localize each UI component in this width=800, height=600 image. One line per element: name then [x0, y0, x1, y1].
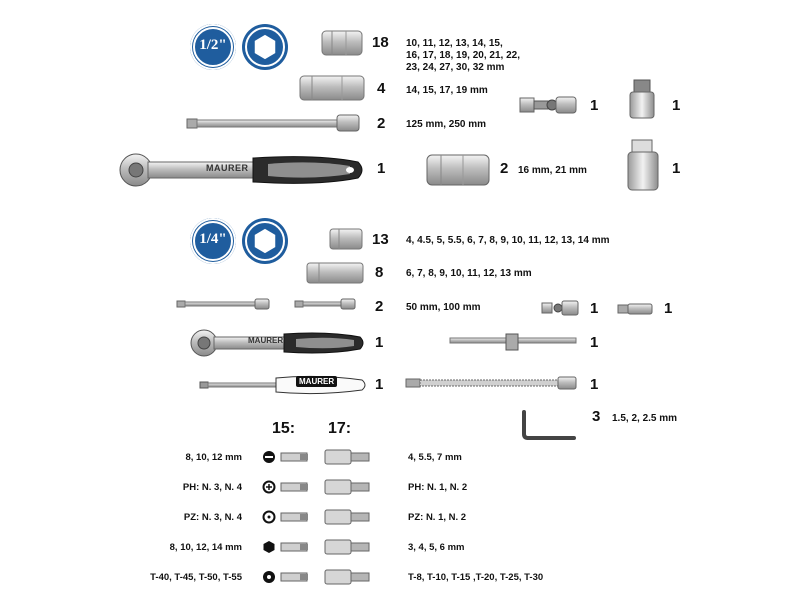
- qty-bit-driver: 1: [375, 376, 384, 393]
- bit-icon: [280, 480, 310, 494]
- hex-socket-icon: [242, 24, 288, 70]
- bit-sizes-left: PZ: N. 3, N. 4: [183, 512, 242, 523]
- ratchet-brand: MAURER: [248, 336, 284, 345]
- bit-socket-sizes-right: 3, 4, 5, 6 mm: [408, 542, 465, 553]
- qty-bit-holder: 1: [672, 160, 681, 177]
- bit-socket-icon: [324, 538, 372, 556]
- hex-key-icon: [518, 410, 578, 440]
- quarter-inch-drive-badge: [190, 218, 236, 264]
- spark-plug-socket-icon: [425, 152, 491, 188]
- qty-extension-quarter: 2: [375, 298, 384, 315]
- socket-icon: [328, 226, 364, 252]
- qty-t-handle: 1: [590, 334, 599, 351]
- bit-holder-socket-icon: [626, 138, 660, 194]
- qty-universal-joint-quarter: 1: [590, 300, 599, 317]
- qty-adapter-quarter: 1: [664, 300, 673, 317]
- hex-icon: [262, 540, 276, 554]
- hex-socket-icon: [242, 218, 288, 264]
- half-inch-drive-badge: [190, 24, 236, 70]
- bit-sizes-left: T-40, T-45, T-50, T-55: [150, 572, 242, 583]
- socket-icon: [320, 28, 364, 58]
- qty-hex-keys: 3: [592, 408, 601, 425]
- deep-socket-icon: [298, 73, 366, 103]
- qty-deep-sockets-quarter: 8: [375, 264, 384, 281]
- extension-sizes-quarter: 50 mm, 100 mm: [406, 302, 481, 313]
- extension-sizes-half: 125 mm, 250 mm: [406, 119, 487, 130]
- qty-universal-joint-half: 1: [590, 97, 599, 114]
- bit-socket-sizes-right: PH: N. 1, N. 2: [408, 482, 468, 493]
- qty-ratchet-half: 1: [377, 160, 386, 177]
- bit-icon: [280, 540, 310, 554]
- t-handle-icon: [448, 330, 580, 352]
- extension-bars-icon: [175, 296, 365, 312]
- torx-icon: [262, 570, 276, 584]
- adapter-icon: [616, 302, 656, 316]
- spark-socket-sizes: 16 mm, 21 mm: [518, 165, 587, 176]
- qty-flex-extension: 1: [590, 376, 599, 393]
- bit-socket-icon: [324, 478, 372, 496]
- qty-ratchet-quarter: 1: [375, 334, 384, 351]
- half-inch-label: 1/2": [199, 37, 227, 53]
- socket-sizes-quarter: 4, 4.5, 5, 5.5, 6, 7, 8, 9, 10, 11, 12, 13, 14 mm: [406, 235, 610, 246]
- flex-extension-icon: [404, 374, 580, 392]
- qty-deep-sockets: 4: [377, 80, 386, 97]
- bit-sockets-count-header: 17:: [328, 420, 352, 437]
- bit-socket-sizes-right: 4, 5.5, 7 mm: [408, 452, 462, 463]
- deep-socket-sizes-half: 14, 15, 17, 19 mm: [406, 85, 488, 96]
- bit-sizes-left: 8, 10, 12 mm: [185, 452, 242, 463]
- deep-socket-sizes-quarter: 6, 7, 8, 9, 10, 11, 12, 13 mm: [406, 268, 532, 279]
- bit-icon: [280, 450, 310, 464]
- qty-sockets-13: 13: [372, 231, 389, 248]
- bit-driver-icon: [198, 372, 368, 398]
- qty-adapter-half: 1: [672, 97, 681, 114]
- universal-joint-icon: [540, 298, 580, 318]
- pozidriv-icon: [262, 510, 276, 524]
- bit-sizes-left: PH: N. 3, N. 4: [182, 482, 242, 493]
- bit-socket-sizes-right: PZ: N. 1, N. 2: [408, 512, 467, 523]
- bit-socket-icon: [324, 508, 372, 526]
- qty-spark-socket: 2: [500, 160, 509, 177]
- phillips-icon: [262, 480, 276, 494]
- bits-count-header: 15:: [272, 420, 296, 437]
- socket-sizes-half: 10, 11, 12, 13, 14, 15, 16, 17, 18, 19, 20, 21, 22, 23, 24, 27, 30, 32 mm: [406, 38, 520, 73]
- bit-socket-icon: [324, 448, 372, 466]
- quarter-inch-label: 1/4": [199, 231, 227, 247]
- bit-socket-icon: [324, 568, 372, 586]
- bit-icon: [280, 510, 310, 524]
- hex-key-sizes: 1.5, 2, 2.5 mm: [612, 413, 678, 424]
- extension-bar-icon: [185, 112, 365, 134]
- slot-icon: [262, 450, 276, 464]
- ratchet-brand: MAURER: [206, 163, 249, 173]
- bit-socket-sizes-right: T-8, T-10, T-15 ,T-20, T-25, T-30: [408, 572, 544, 583]
- bit-sizes-left: 8, 10, 12, 14 mm: [169, 542, 242, 553]
- qty-extension-bars: 2: [377, 115, 386, 132]
- qty-sockets-18: 18: [372, 34, 389, 51]
- deep-socket-icon: [305, 260, 365, 286]
- adapter-icon: [628, 78, 658, 122]
- bit-icon: [280, 570, 310, 584]
- screwdriver-brand: MAURER: [296, 376, 337, 387]
- universal-joint-icon: [518, 92, 580, 118]
